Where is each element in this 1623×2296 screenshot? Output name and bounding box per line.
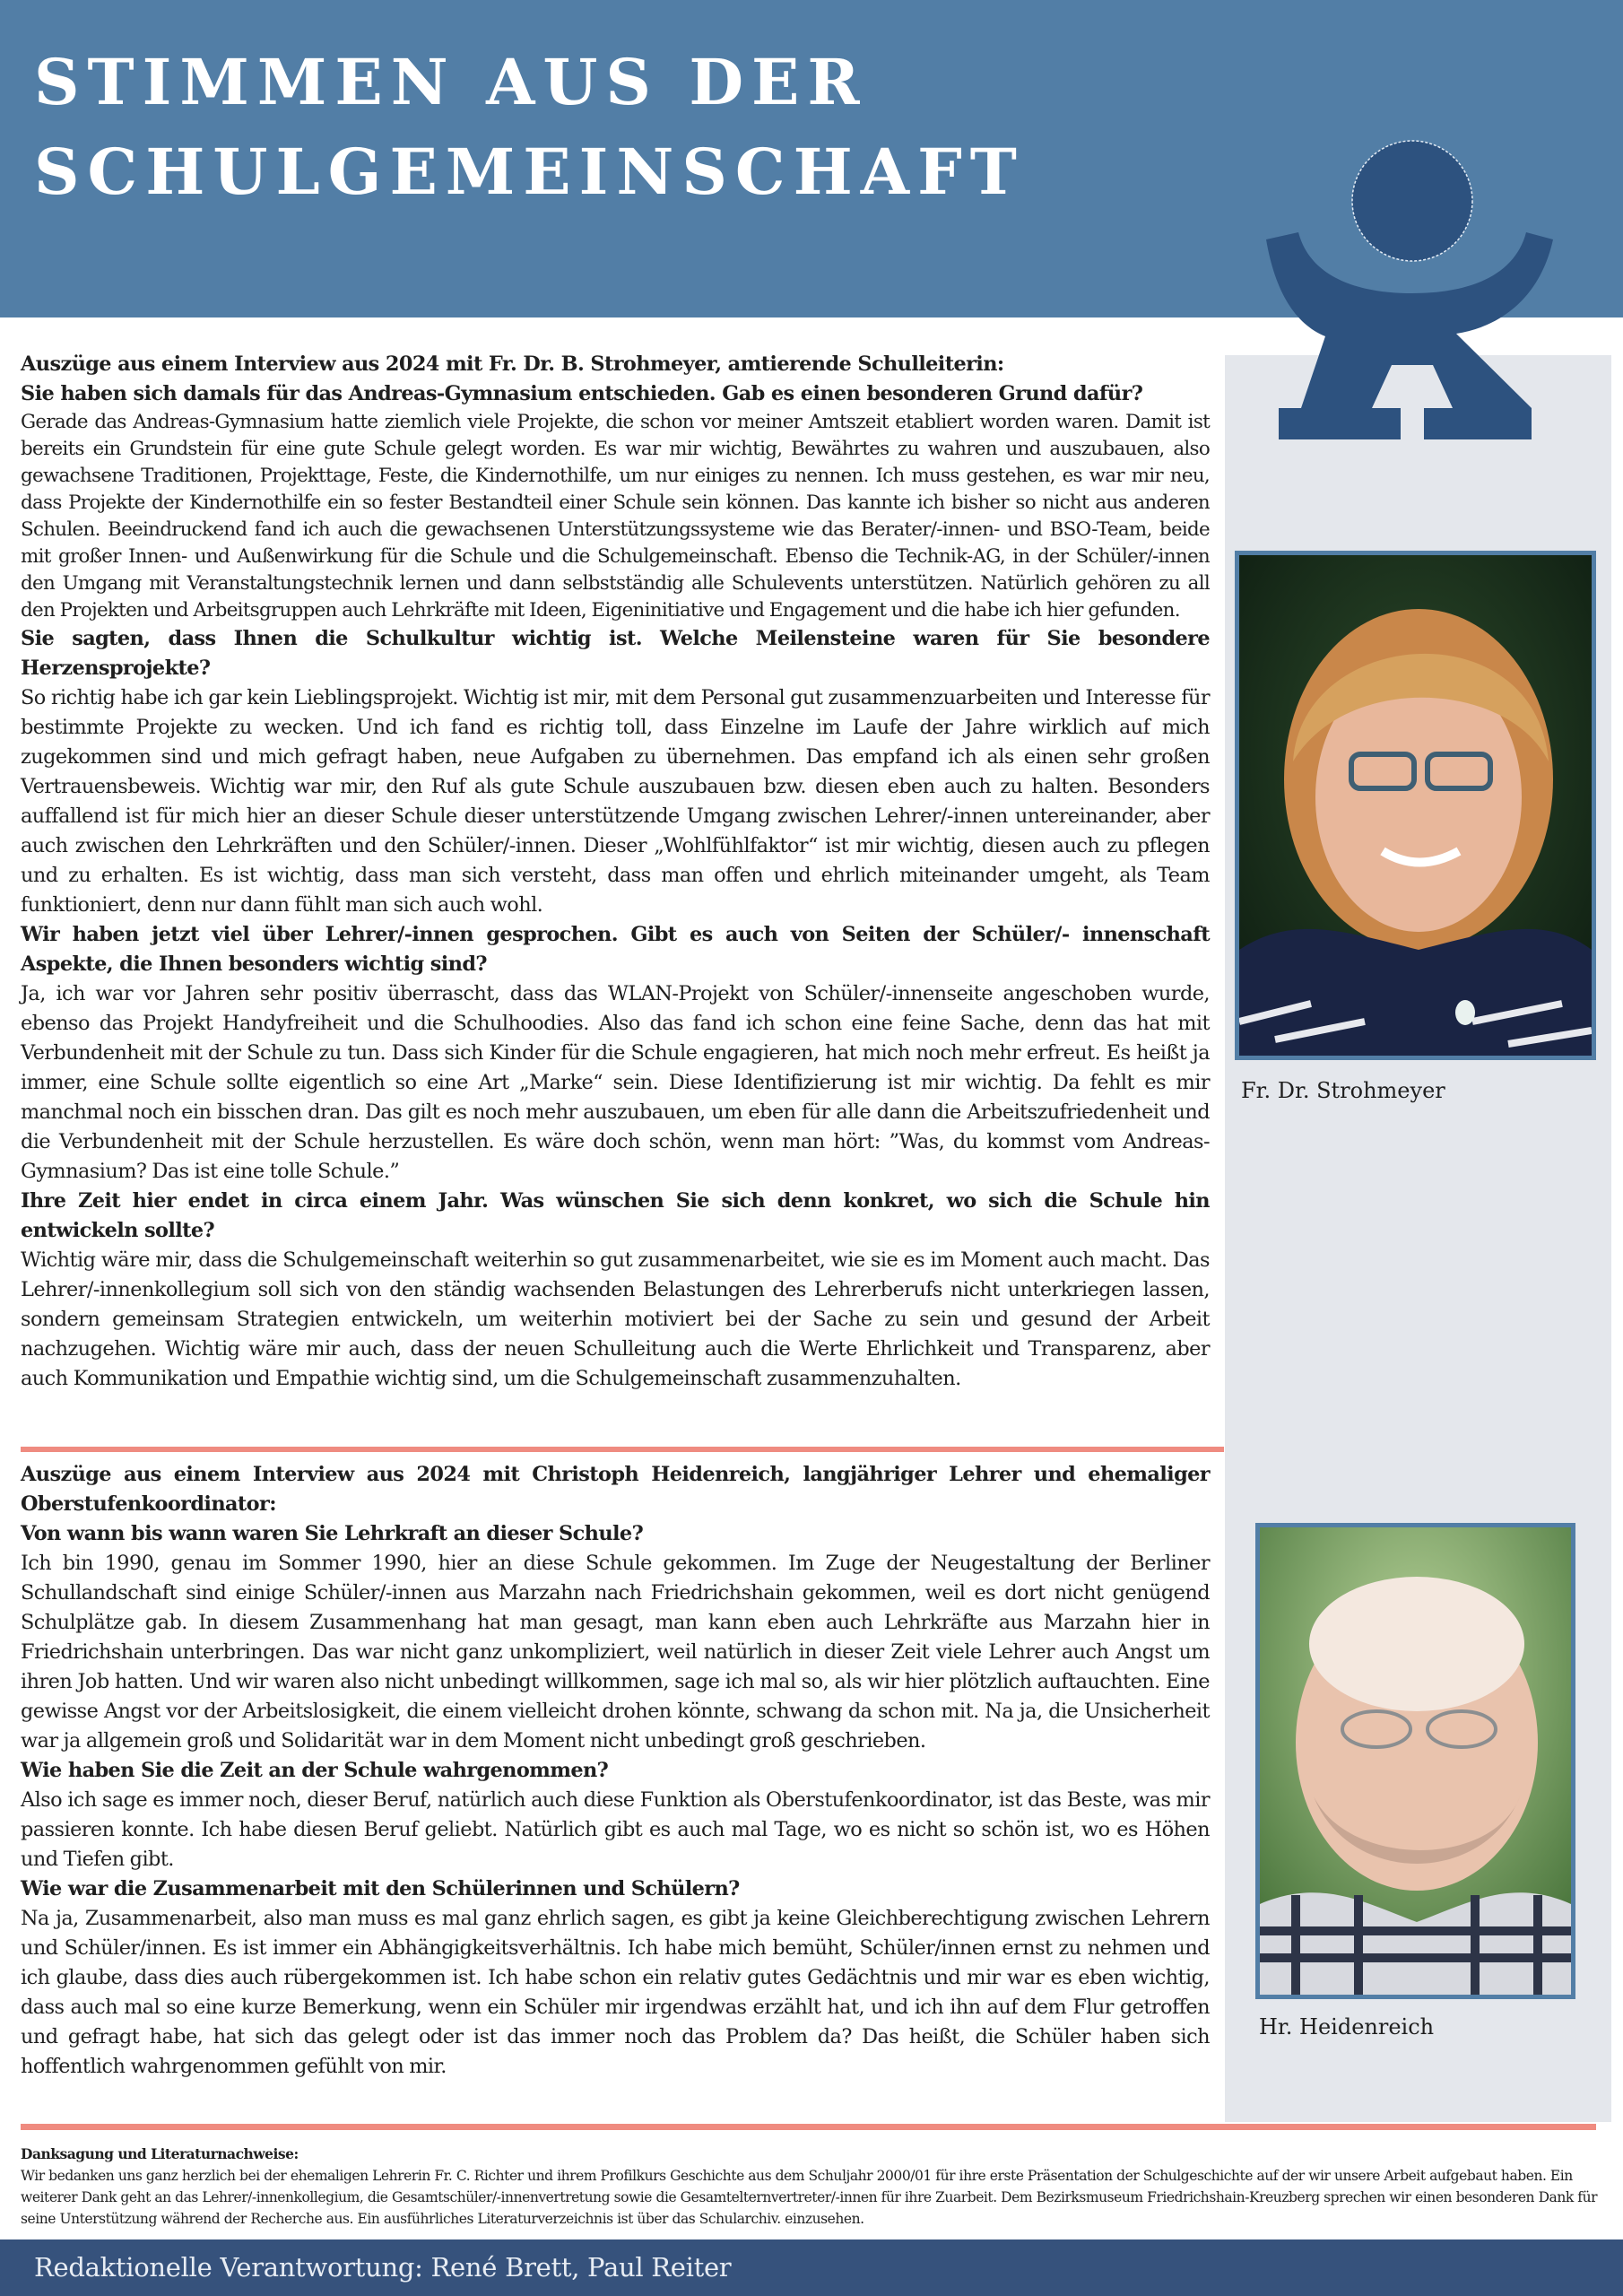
acknowledgements-text: Wir bedanken uns ganz herzlich bei der ehemaligen Lehrerin Fr. C. Richter und ihrem Profilkurs Geschichte aus dem Schuljahr 2000/01 für ihre erste Präsentation der Schulgeschichte auf der wir unsere Arbeit aufgebaut haben. Ein weiterer Dank geht an das Lehrer/-innenkollegium, die Gesamtschüler/-innenvertretung sowie die Gesamtelternvertreter/-innen für ihre Zuarbeit. Dem Bezirksmuseum Friedrichshain-Kreuzberg sprechen wir einen besonderen Dank für seine Unterstützung während der Recherche aus. Ein ausführliches Literaturverzeichnis ist über das Schularchiv. einzusehen.	[21, 2168, 1598, 2227]
answer: Also ich sage es immer noch, dieser Beruf, natürlich auch diese Funktion als Oberstufenkoordinator, ist das Beste, was mir passieren konnte. Ich habe diesen Beruf geliebt. Natürlich gibt es auch mal Tage, wo es nicht so schön ist, wo es Höhen und Tiefen gibt.	[21, 1788, 1210, 1871]
question: Wie war die Zusammenarbeit mit den Schülerinnen und Schülern?	[21, 1877, 740, 1900]
question: Sie haben sich damals für das Andreas-Gymnasium entschieden. Gab es einen besonderen Grund dafür?	[21, 382, 1143, 405]
andreas-gymnasium-logo-icon	[1266, 139, 1558, 455]
page-title-line-2: SCHULGEMEINSCHAFT	[34, 135, 1025, 209]
section-divider	[21, 2124, 1596, 2130]
answer: Ich bin 1990, genau im Sommer 1990, hier an diese Schule gekommen. Im Zuge der Neugestaltung der Berliner Schullandschaft sind einige Schüler/-innen aus Marzahn nach Friedrichshain gekommen, weil es dort nicht genügend Schulplätze gab. In diesem Zusammenhang hat man gesagt, man kann eben auch Lehrkräfte aus Marzahn hier in Friedrichshain unterbringen. Das war nicht ganz unkompliziert, weil natürlich in dieser Zeit viele Lehrer auch Angst um ihren Job hatten. Und wir waren also nicht unbedingt willkommen, sage ich mal so, als wir hier plötzlich auftauchten. Eine gewisse Angst vor der Arbeitslosigkeit, die einem vielleicht drohen könnte, schwang da schon mit. Na ja, die Unsicherheit war ja allgemein groß und Solidarität war in dem Moment nicht unbedingt groß geschrieben.	[21, 1552, 1210, 1752]
photo-caption-heidenreich: Hr. Heidenreich	[1259, 2014, 1435, 2039]
acknowledgements	[21, 2144, 1599, 2230]
acknowledgements-title: Danksagung und Literaturnachweise:	[21, 2145, 299, 2162]
photo-caption-strohmeyer: Fr. Dr. Strohmeyer	[1241, 1078, 1445, 1103]
answer: Gerade das Andreas-Gymnasium hatte ziemlich viele Projekte, die schon vor meiner Amtszeit etabliert worden waren. Damit ist bereits ein Grundstein für eine gute Schule gelegt worden. Es war mir wichtig, Bewährtes zu wahren und auszubauen, also gewachsene Traditionen, Projekttage, Feste, die Kindernothilfe, um nur einiges zu nennen. Ich muss gestehen, es war mir neu, dass Projekte der Kindernothilfe ein so fester Bestandteil einer Schule sein können. Das kannte ich bisher so nicht aus anderen Schulen. Beeindruckend fand ich auch die gewachsenen Unterstützungssysteme wie das Berater/-innen- und BSO-Team, beide mit großer Innen- und Außenwirkung für die Schule und die Schulgemeinschaft. Ebenso die Technik-AG, in der Schüler/-innen den Umgang mit Veranstaltungstechnik lernen und dann selbstständig alle Schulevents unterstützen. Natürlich gehören zu all den Projekten und Arbeitsgruppen auch Lehrkräfte mit Ideen, Eigeninitiative und Engagement und die habe ich hier gefunden.	[21, 411, 1210, 622]
answer: Ja, ich war vor Jahren sehr positiv überrascht, dass das WLAN-Projekt von Schüler/-innenseite angeschoben wurde, ebenso das Projekt Handyfreiheit und die Schulhoodies. Also das fand ich schon eine feine Sache, denn das hat mit Verbundenheit mit der Schule zu tun. Dass sich Kinder für die Schule engagieren, hat mich noch mehr erfreut. Es heißt ja immer, eine Schule sollte eigentlich so eine Art „Marke“ sein. Diese Identifizierung ist mir wichtig. Da fehlt es mir manchmal noch ein bisschen dran. Das gilt es noch mehr auszubauen, um eben für alle dann die Arbeitszufriedenheit und die Verbundenheit mit der Schule herzustellen. Es wäre doch schön, wenn man hört: ”Was, du kommst vom Andreas-Gymnasium? Das ist eine tolle Schule.”	[21, 982, 1210, 1183]
portrait-illustration	[1260, 1527, 1571, 1995]
interview-heidenreich	[21, 1460, 1210, 2082]
answer: So richtig habe ich gar kein Lieblingsprojekt. Wichtig ist mir, mit dem Personal gut zusammenzuarbeiten und Interesse für bestimmte Projekte zu wecken. Und ich fand es richtig toll, dass Einzelne im Laufe der Jahre wirklich auf mich zugekommen sind und mich gefragt haben, neue Aufgaben zu übernehmen. Das empfand ich als einen sehr großen Vertrauensbeweis. Wichtig war mir, den Ruf als gute Schule auszubauen bzw. diesen eben auch zu halten. Besonders auffallend ist für mich hier an dieser Schule dieser unterstützende Umgang zwischen Lehrer/-innen untereinander, aber auch zwischen den Lehrkräften und den Schüler/-innen. Dieser „Wohlfühlfaktor“ ist mir wichtig, diesen auch zu pflegen und zu erhalten. Es ist wichtig, dass man sich versteht, dass man offen und ehrlich miteinander umgeht, als Team funktioniert, denn nur dann fühlt man sich auch wohl.	[21, 686, 1210, 917]
page-title-line-1: STIMMEN AUS DER	[34, 45, 868, 119]
page-title	[34, 38, 1200, 217]
logo-head	[1352, 141, 1472, 261]
section-divider	[21, 1447, 1224, 1452]
question: Wie haben Sie die Zeit an der Schule wahrgenommen?	[21, 1759, 609, 1782]
portrait-illustration	[1239, 555, 1592, 1056]
editorial-responsibility: Redaktionelle Verantwortung: René Brett, Paul Reiter	[34, 2252, 732, 2283]
portrait-photo-heidenreich	[1255, 1523, 1575, 1999]
interview-intro: Auszüge aus einem Interview aus 2024 mit Christoph Heidenreich, langjähriger Lehrer und ehemaliger Oberstufenkoordinator:	[21, 1463, 1210, 1516]
question: Ihre Zeit hier endet in circa einem Jahr. Was wünschen Sie sich denn konkret, wo sich die Schule hin entwickeln sollte?	[21, 1189, 1210, 1242]
footer-band	[0, 2239, 1623, 2296]
answer: Na ja, Zusammenarbeit, also man muss es mal ganz ehrlich sagen, es gibt ja keine Gleichberechtigung zwischen Lehrern und Schüler/innen. Es ist immer ein Abhängigkeitsverhältnis. Ich habe mich bemüht, Schüler/innen ernst zu nehmen und ich glaube, dass dies auch rübergekommen ist. Ich habe schon ein relativ gutes Gedächtnis und mir war es eben wichtig, dass auch mal so eine kurze Bemerkung, wenn ein Schüler mir irgendwas erzählt hat, und ich ihn auf dem Flur getroffen und gefragt habe, hat sich das gelegt oder ist das immer noch das Problem da? Das heißt, die Schüler haben sich hoffentlich wahrgenommen gefühlt von mir.	[21, 1907, 1210, 2078]
question: Sie sagten, dass Ihnen die Schulkultur wichtig ist. Welche Meilensteine waren für Sie besondere Herzensprojekte?	[21, 627, 1210, 680]
portrait-photo-strohmeyer	[1235, 551, 1596, 1060]
question: Wir haben jetzt viel über Lehrer/-innen gesprochen. Gibt es auch von Seiten der Schüler/- innenschaft Aspekte, die Ihnen besonders wichtig sind?	[21, 923, 1210, 976]
interview-strohmeyer	[21, 350, 1210, 1394]
answer: Wichtig wäre mir, dass die Schulgemeinschaft weiterhin so gut zusammenarbeitet, wie sie es im Moment auch macht. Das Lehrer/-innenkollegium soll sich von den ständig wachsenden Belastungen des Lehrerberufs nicht unterkriegen lassen, sondern gemeinsam Strategien entwickeln, um weiterhin motiviert bei der Sache zu sein und gesund der Arbeit nachzugehen. Wichtig wäre mir auch, dass der neuen Schulleitung auch die Werte Ehrlichkeit und Transparenz, aber auch Kommunikation und Empathie wichtig sind, um die Schulgemeinschaft zusammenzuhalten.	[21, 1248, 1210, 1390]
logo-arms	[1266, 232, 1553, 439]
interview-intro: Auszüge aus einem Interview aus 2024 mit Fr. Dr. B. Strohmeyer, amtierende Schulleiterin:	[21, 352, 1004, 376]
question: Von wann bis wann waren Sie Lehrkraft an dieser Schule?	[21, 1522, 644, 1545]
